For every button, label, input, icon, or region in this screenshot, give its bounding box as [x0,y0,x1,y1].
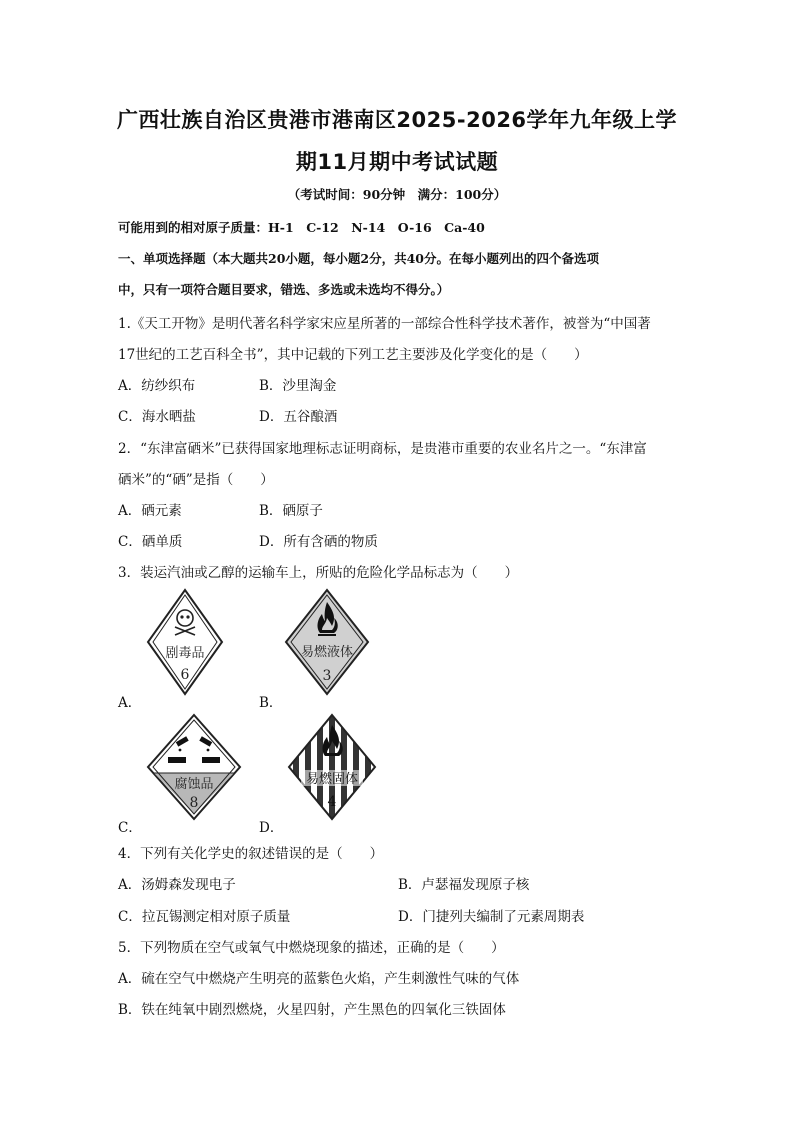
q1-option-c: C．海水晒盐 [118,409,196,425]
q2-stem-line1: 2．“东津富硒米”已获得国家地理标志证明商标，是贵港市重要的农业名片之一。“东津富 [118,441,647,457]
exam-title-line1: 广西壮族自治区贵港市港南区2025-2026学年九年级上学 [116,108,678,132]
flammable-liquid-number: 3 [322,668,332,684]
toxic-sign-label: 剧毒品 [165,646,205,661]
corrosive-sign-label: 腐蚀品 [174,777,214,792]
q1-stem-line2: 17世纪的工艺百科全书”，其中记载的下列工艺主要涉及化学变化的是（ ） [118,347,588,363]
toxic-sign-number: 6 [180,667,190,683]
q2-stem-line2: 硒米”的“硒”是指（ ） [118,472,274,488]
q2-option-b: B．硒原子 [259,503,323,519]
q2-option-a: A．硒元素 [118,503,182,519]
q4-stem: 4．下列有关化学史的叙述错误的是（ ） [118,846,384,862]
toxic-sign-image [146,588,224,696]
q3-option-c: C． [118,820,142,836]
q5-stem: 5．下列物质在空气或氧气中燃烧现象的描述，正确的是（ ） [118,940,505,956]
q1-stem-line1: 1.《天工开物》是明代著名科学家宋应星所著的一部综合性科学技术著作，被誉为“中国著 [118,316,651,332]
q5-option-a: A．硫在空气中燃烧产生明亮的蓝紫色火焰，产生刺激性气味的气体 [118,971,520,987]
corrosive-sign-image [146,713,242,821]
q1-option-b: B．沙里淘金 [259,378,337,394]
flammable-liquid-sign-image [284,588,370,696]
q4-option-b: B．卢瑟福发现原子核 [398,877,530,893]
exam-title-line2: 期11月期中考试试题 [295,150,499,174]
q3-stem: 3．装运汽油或乙醇的运输车上，所贴的危险化学品标志为（ ） [118,565,519,581]
flammable-liquid-label: 易燃液体 [300,645,354,660]
flammable-solid-number: 4 [327,794,337,810]
section1-instructions-line1: 一、单项选择题（本大题共20小题，每小题2分，共40分。在每小题列出的四个备选项 [118,251,599,266]
flammable-solid-label: 易燃固体 [305,772,359,787]
section1-instructions-line2: 中，只有一项符合题目要求，错选、多选或未选均不得分。） [118,282,450,297]
q3-option-b: B． [259,695,283,711]
q3-option-d: D． [259,820,284,836]
corrosive-sign-number: 8 [189,795,199,811]
q2-option-c: C．硒单质 [118,534,183,550]
q1-option-d: D．五谷酿酒 [259,409,338,425]
q3-option-a: A． [118,695,142,711]
atomic-masses: 可能用到的相对原子质量：H-1 C-12 N-14 O-16 Ca-40 [118,220,485,235]
flammable-solid-sign-image [287,713,377,821]
exam-info: （考试时间：90分钟 满分：100分） [287,187,507,202]
q5-option-b: B．铁在纯氧中剧烈燃烧，火星四射，产生黑色的四氧化三铁固体 [118,1002,506,1018]
q4-option-a: A．汤姆森发现电子 [118,877,236,893]
q1-option-a: A．纺纱织布 [118,378,196,394]
q4-option-c: C．拉瓦锡测定相对原子质量 [118,909,291,925]
q2-option-d: D．所有含硒的物质 [259,534,378,550]
q4-option-d: D．门捷列夫编制了元素周期表 [398,909,585,925]
